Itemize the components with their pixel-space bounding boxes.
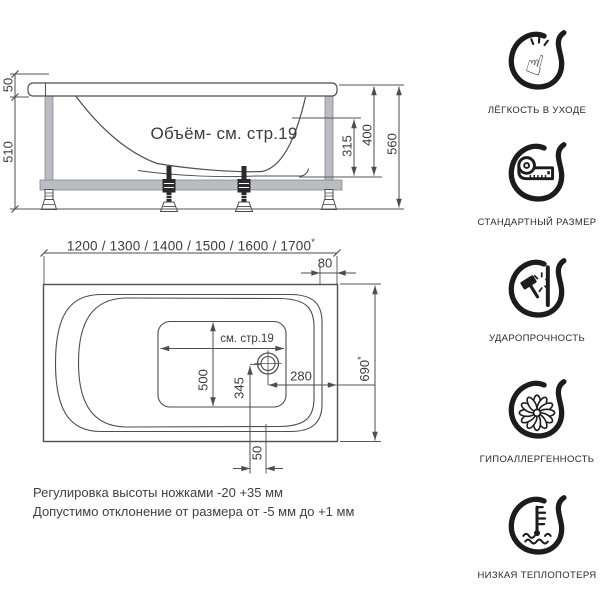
corner-foot bbox=[42, 190, 57, 210]
snap-fingers-drop-icon bbox=[504, 28, 570, 94]
flower-drop-icon bbox=[504, 377, 570, 443]
footnote-mark: * bbox=[311, 236, 316, 248]
volume-note: Объём- см. стр.19 bbox=[150, 124, 298, 143]
adjustable-foot bbox=[161, 166, 178, 212]
feature-easy-care bbox=[474, 28, 600, 116]
feature-label: НИЗКАЯ ТЕПЛОПОТЕРЯ bbox=[477, 570, 597, 581]
feature-label: ГИПОАЛЛЕРГЕННОСТЬ bbox=[479, 454, 595, 465]
corner-foot bbox=[322, 190, 337, 210]
feature-hypoallergenic bbox=[474, 377, 600, 465]
feature-label: ЛЁГКОСТЬ В УХОДЕ bbox=[487, 105, 587, 116]
footnote-mark: * bbox=[355, 356, 366, 360]
feature-column bbox=[474, 0, 600, 600]
svg-text:☝: ☝ bbox=[522, 46, 548, 83]
dim-inner-depth: 315 bbox=[339, 135, 355, 157]
dim-rim-height: 50 bbox=[0, 77, 16, 93]
hammer-impact-drop-icon bbox=[504, 256, 570, 322]
dim-bottom-length: 500 bbox=[195, 369, 211, 391]
dim-body-height: 400 bbox=[359, 124, 375, 146]
measuring-tape-drop-icon bbox=[504, 140, 570, 206]
dim-drain-edge-offset: 50 bbox=[249, 445, 265, 461]
top-view-drawing bbox=[41, 250, 382, 474]
feature-label: УДАРОПРОЧНОСТЬ bbox=[488, 333, 586, 344]
note-feet-adjustment: Регулировка высоты ножками -20 +35 мм bbox=[33, 485, 283, 500]
dim-frame-height: 510 bbox=[0, 141, 16, 163]
dim-total-height: 560 bbox=[384, 133, 400, 155]
feature-standard-size bbox=[474, 140, 600, 228]
see-page-note: см. стр.19 bbox=[220, 333, 274, 345]
feature-impact-resistance bbox=[474, 256, 600, 344]
feature-low-heat-loss bbox=[474, 493, 600, 581]
dim-rim-width: 80 bbox=[317, 255, 333, 271]
drain-symbol bbox=[255, 350, 282, 377]
adjustable-foot bbox=[236, 166, 253, 212]
dim-overall-width: 690* bbox=[355, 356, 373, 382]
dim-drain-offset-width: 280 bbox=[290, 368, 312, 384]
note-size-tolerance: Допустимо отклонение от размера от -5 мм до +1 мм bbox=[33, 504, 355, 519]
feature-label: СТАНДАРТНЫЙ РАЗМЕР bbox=[477, 217, 597, 228]
dim-drain-offset-length: 345 bbox=[231, 377, 247, 399]
thermometer-drop-icon bbox=[504, 493, 570, 559]
available-lengths: 1200 / 1300 / 1400 / 1500 / 1600 / 1700* bbox=[66, 236, 316, 254]
